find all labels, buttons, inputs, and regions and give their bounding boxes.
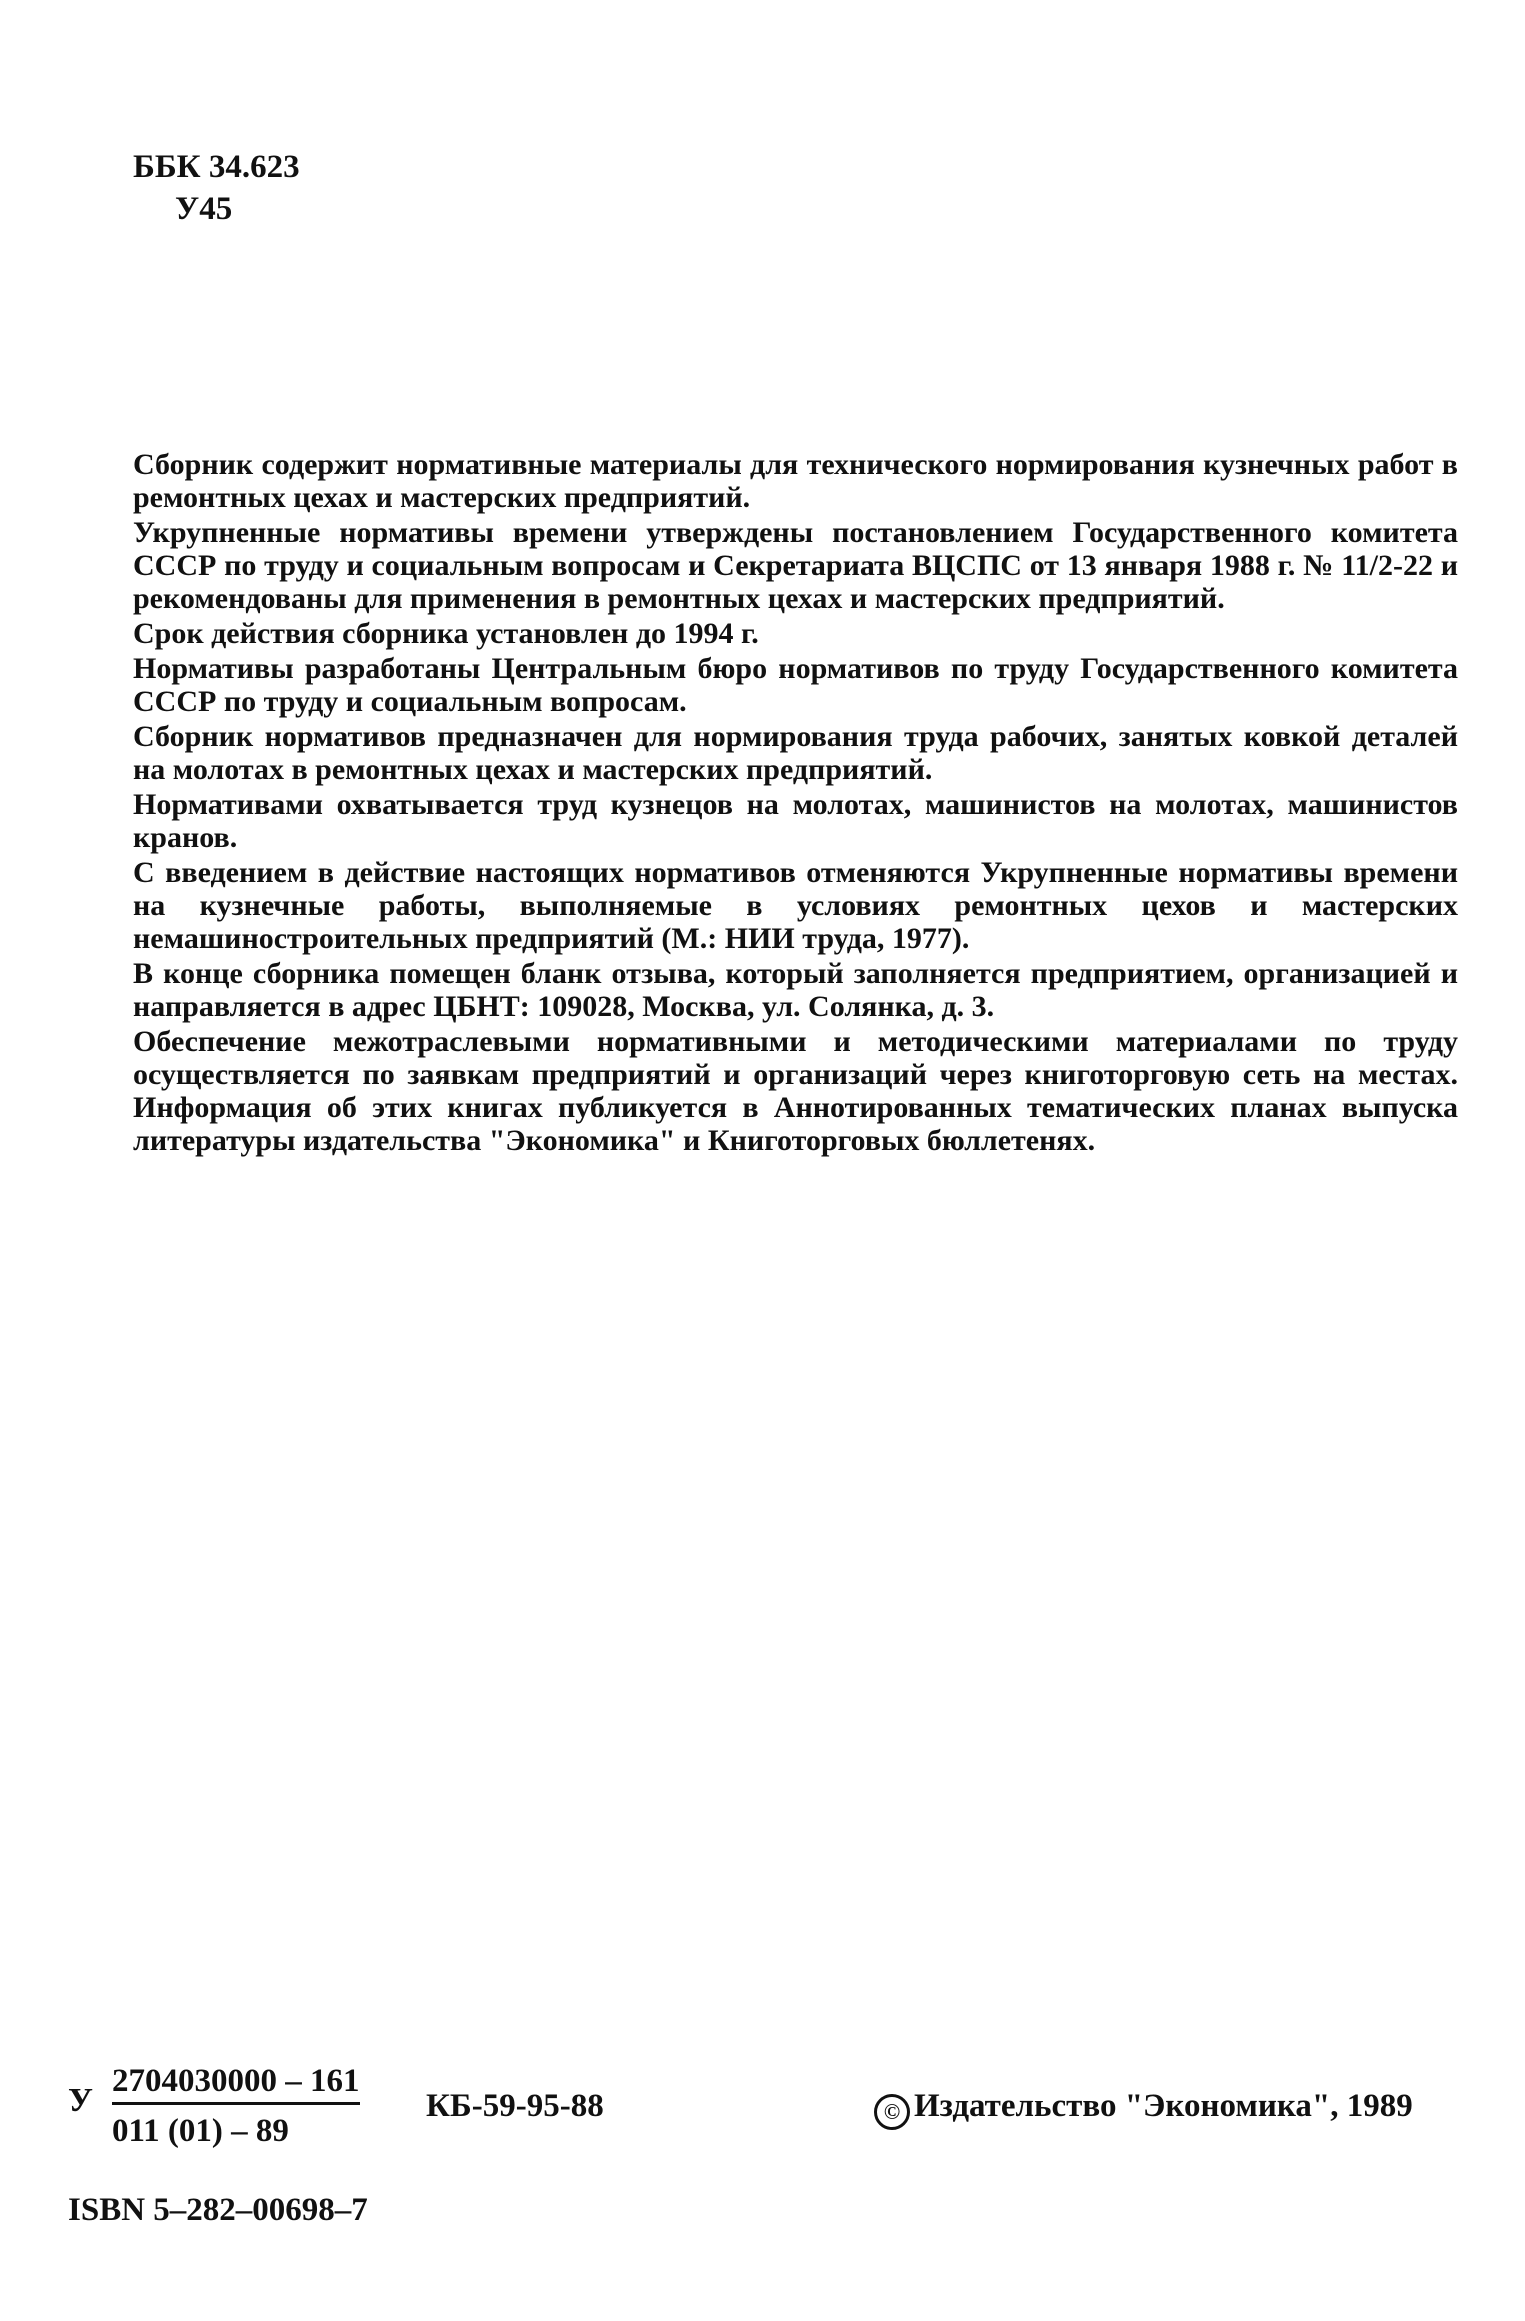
publication-index-block bbox=[68, 2040, 1468, 2170]
paragraph: Нормативами охватывается труд кузнецов на молотах, машинистов на молотах, машинистов кранов. bbox=[133, 788, 1458, 854]
paragraph: Сборник содержит нормативные материалы для технического нормирования кузнечных работ в ремонтных цехах и мастерских предприятий. bbox=[133, 448, 1458, 514]
author-mark: У45 bbox=[175, 191, 233, 227]
paragraph: Обеспечение межотраслевыми нормативными и методическими материалами по труду осуществляется по заявкам предприятий и организаций через книготорговую сеть на местах. Информация об этих книгах публикуется в Аннотированных тематических планах выпуска литературы издательства "Экономика" и Книготорговых бюллетенях. bbox=[133, 1025, 1458, 1157]
paragraph: С введением в действие настоящих нормативов отменяются Укрупненные нормативы времени на кузнечные работы, выполняемые в условиях ремонтных цехов и мастерских немашиностроительных предприятий (М.: НИИ труда, 1977). bbox=[133, 856, 1458, 955]
paragraph: В конце сборника помещен бланк отзыва, который заполняется предприятием, организацией и направляется в адрес ЦБНТ: 109028, Москва, ул. Солянка, д. 3. bbox=[133, 957, 1458, 1023]
catalog-code: КБ-59-95-88 bbox=[426, 2088, 604, 2124]
copyright-text: Издательство "Экономика", 1989 bbox=[914, 2088, 1413, 2124]
index-numerator: 2704030000 – 161 bbox=[112, 2062, 360, 2105]
classification-block bbox=[133, 146, 300, 230]
annotation-text bbox=[133, 448, 1458, 1159]
paragraph: Нормативы разработаны Центральным бюро нормативов по труду Государственного комитета СССР по труду и социальным вопросам. bbox=[133, 652, 1458, 718]
copyright-line bbox=[874, 2088, 1413, 2130]
bbk-index: ББК 34.623 bbox=[133, 149, 300, 185]
index-denominator: 011 (01) – 89 bbox=[112, 2113, 289, 2149]
copyright-icon: © bbox=[874, 2094, 910, 2130]
paragraph: Срок действия сборника установлен до 1994 г. bbox=[133, 617, 759, 650]
paragraph: Укрупненные нормативы времени утверждены постановлением Государственного комитета СССР по труду и социальным вопросам и Секретариата ВЦСПС от 13 января 1988 г. № 11/2-22 и рекомендованы для применения в ремонтных цехах и мастерских предприятий. bbox=[133, 516, 1458, 615]
isbn: ISBN 5–282–00698–7 bbox=[68, 2192, 368, 2228]
paragraph: Сборник нормативов предназначен для нормирования труда рабочих, занятых ковкой деталей на молотах в ремонтных цехах и мастерских предприятий. bbox=[133, 720, 1458, 786]
index-letter: У bbox=[68, 2082, 93, 2119]
